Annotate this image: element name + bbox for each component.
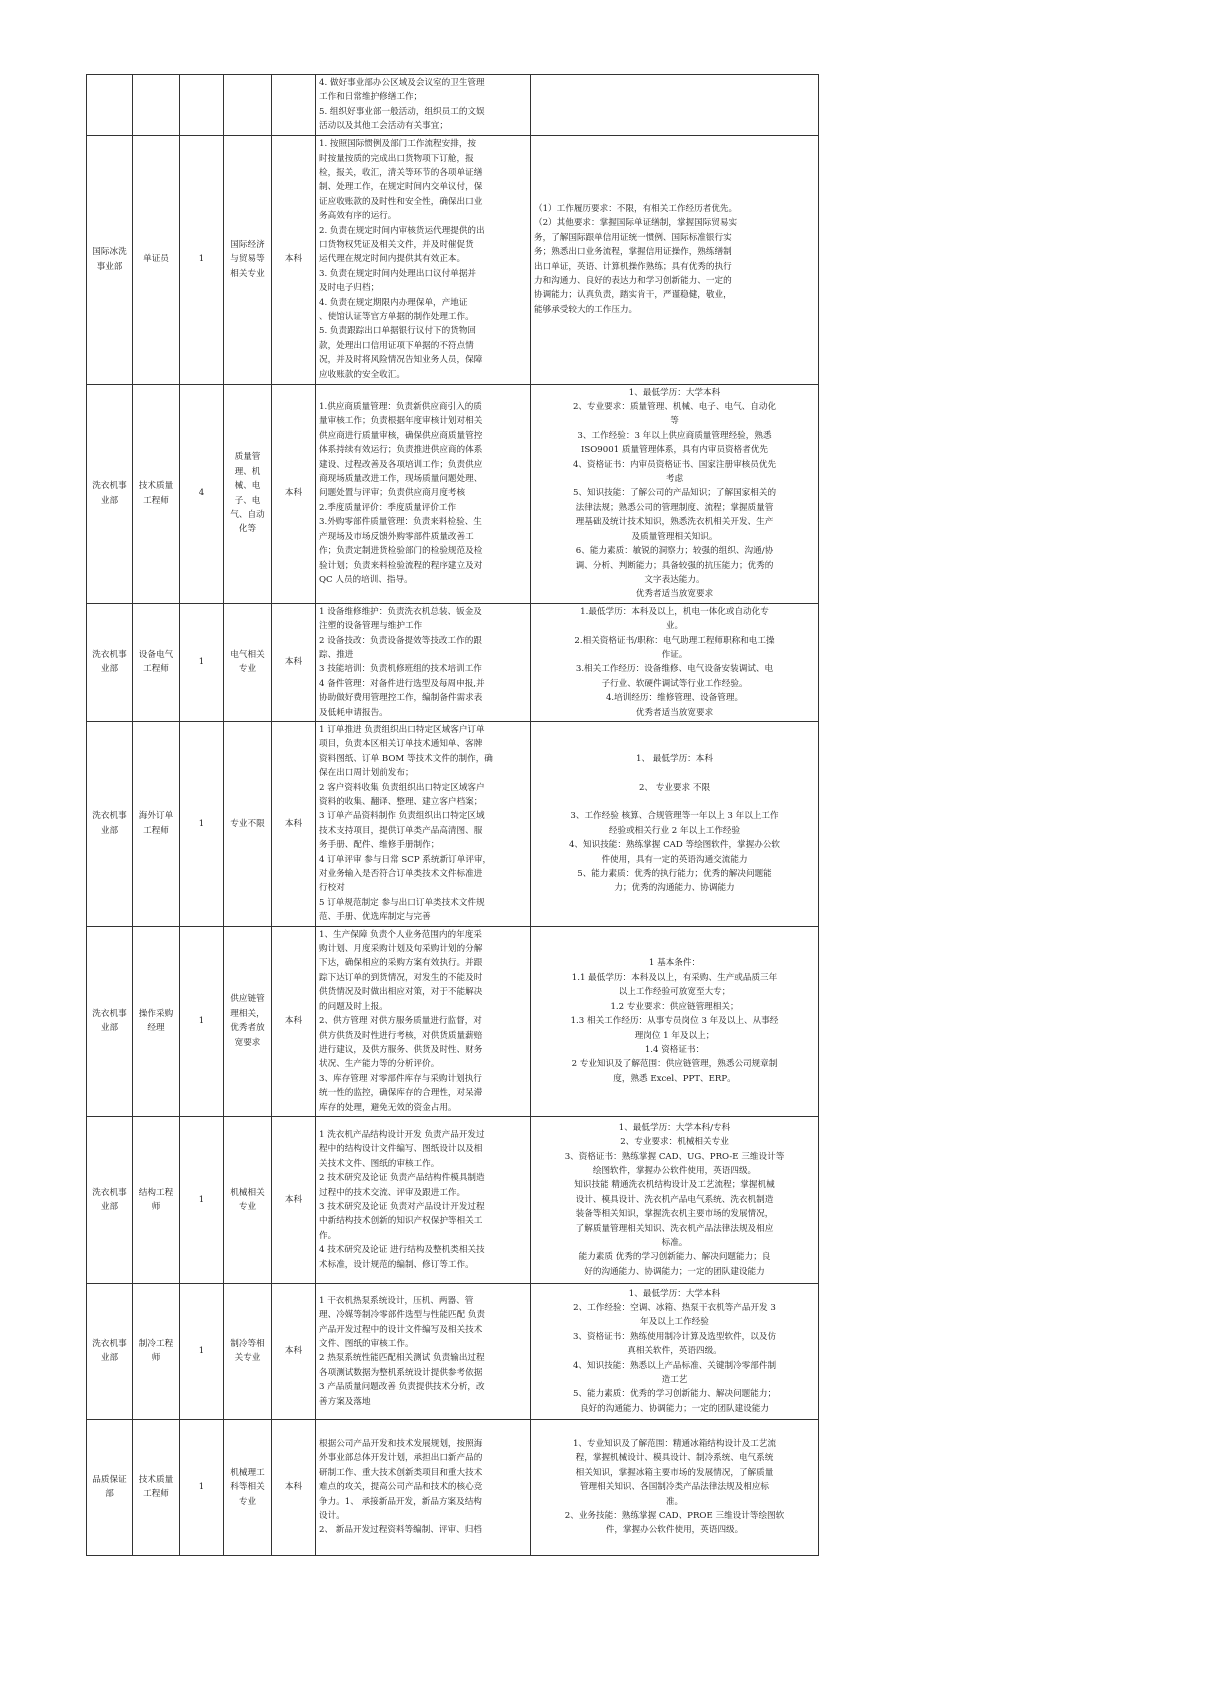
duty-line: 2 热泵系统性能匹配相关测试 负责输出过程	[319, 1353, 485, 1364]
duty-line: 2.季度质量评价：季度质量评价工作	[319, 502, 457, 513]
duty-line: 口货物权凭证及相关文件，并及时催促货	[319, 240, 474, 251]
duty-line: 工作和日常维护修缮工作；	[319, 92, 423, 103]
requirement-line: 好的沟通能力、协调能力；一定的团队建设能力	[584, 1266, 765, 1277]
duty-line: 供方供货及时性进行考核，对供货质量薪赔	[319, 1030, 483, 1041]
requirements-cell	[531, 135, 819, 384]
requirement-line: 4、知识技能：熟悉以上产品标准、关键制冷零部件制	[572, 1360, 777, 1371]
requirement-line: 1.3 相关工作经历：从事专员岗位 3 年及以上、从事经	[570, 1016, 779, 1027]
duty-line: 踪、推进	[319, 649, 354, 660]
requirement-line: 5、能力素质：优秀的学习创新能力、解决问题能力；	[572, 1389, 777, 1400]
duty-line: 1 设备维修维护：负责洗衣机总装、钣金及	[319, 606, 482, 617]
requirement-line: 2、业务技能：熟练掌握 CAD、PROE 三维设计等绘图软	[564, 1511, 785, 1522]
requirement-line: 业。	[665, 621, 684, 632]
duty-line: 5. 负责跟踪出口单据银行议付下的货物回	[319, 326, 477, 337]
education-cell: 本科	[272, 603, 316, 721]
duty-line: 作；负责定制进货检验部门的检验规范及检	[319, 546, 483, 557]
duty-line: 3. 负责在规定时间内处理出口议付单据并	[319, 268, 477, 279]
requirement-line: 优秀者适当放宽要求	[635, 589, 714, 600]
requirement-line: 2、专业要求：机械相关专业	[620, 1137, 729, 1148]
requirement-line: 1、专业知识及了解范围：精通冰箱结构设计及工艺流	[572, 1439, 777, 1450]
duty-line: 商现场质量改进工作，现场质量问题处理、	[319, 474, 483, 485]
table-row	[87, 721, 819, 926]
duty-line: 1、生产保障 负责个人业务范围内的年度采	[319, 929, 482, 940]
duties-cell	[316, 603, 531, 721]
requirements-cell	[531, 75, 819, 136]
requirement-line: 理基础及统计技术知识，熟悉洗衣机相关开发、生产	[575, 517, 774, 528]
duty-line: 4. 负责在规定期限内办理保单，产地证	[319, 297, 468, 308]
duty-line: 2 客户资料收集 负责组织出口特定区域客户	[319, 782, 485, 793]
table-row	[87, 1419, 819, 1555]
duty-line: 研制工作、重大技术创新类项目和重大技术	[319, 1467, 483, 1478]
requirement-line: 务；熟悉出口业务流程，掌握信用证操作，熟练缮制	[534, 247, 732, 258]
requirement-line: 等	[670, 416, 679, 427]
requirement-line: 1.4 资格证书：	[644, 1044, 705, 1055]
duty-line: 中新结构技术创新的知识产权保护等相关工	[319, 1216, 483, 1227]
duty-line: 难点的攻关，提高公司产品和技术的核心竞	[319, 1482, 483, 1493]
requirement-line: 能够承受较大的工作压力。	[534, 304, 638, 315]
education-cell: 本科	[272, 1283, 316, 1419]
requirement-line: 以上工作经验可放宽至大专；	[618, 987, 731, 998]
requirement-line: 调、分析、判断能力；具备较强的抗压能力；优秀的	[575, 560, 774, 571]
requirement-line: 3.相关工作经历：设备维修、电气设备安装调试、电	[575, 664, 774, 675]
requirement-line: 相关知识，掌握冰箱主要市场的发展情况，了解质量	[575, 1467, 774, 1478]
requirement-line	[534, 766, 815, 780]
requirement-line: 2 专业知识及了解范围：供应链管理，熟悉公司规章制	[571, 1059, 778, 1070]
requirement-line: （1）工作履历要求：不限，有相关工作经历者优先。	[534, 204, 738, 214]
duty-line: 下达，确保相应的采购方案有效执行。并跟	[319, 958, 483, 969]
duties-cell	[316, 926, 531, 1116]
requirement-line: 1、 最低学历：本科	[636, 753, 713, 764]
requirements-cell	[531, 1116, 819, 1283]
table-row	[87, 1283, 819, 1419]
duty-line: 行校对	[319, 883, 345, 894]
requirement-line: 能力素质 优秀的学习创新能力、解决问题能力；良	[578, 1252, 771, 1263]
headcount-cell: 1	[180, 1116, 224, 1283]
major-cell: 电气相关专业	[224, 603, 272, 721]
requirement-line: 4、资格证书：内审员资格证书、国家注册审核员优先	[572, 459, 777, 470]
department-cell	[87, 75, 133, 136]
headcount-cell: 1	[180, 1283, 224, 1419]
requirement-line: 2.相关资格证书/职称：电气助理工程师职称和电工操	[574, 635, 775, 646]
department-cell: 洗衣机事业部	[87, 1283, 133, 1419]
requirement-line: 6、能力素质：敏锐的洞察力；较强的组织、沟通/协	[575, 546, 774, 557]
duties-cell	[316, 1283, 531, 1419]
duty-line: 及低耗申请报告。	[319, 707, 388, 718]
duty-line: 文件、图纸的审核工作。	[319, 1339, 414, 1350]
requirement-line: 良好的沟通能力、协调能力；一定的团队建设能力	[579, 1403, 770, 1414]
duty-line: 状况、生产能力等的分析评价。	[319, 1059, 440, 1070]
requirement-line: 准。	[665, 1496, 684, 1507]
duty-line: 应收账款的安全收汇。	[319, 369, 405, 380]
requirement-line: 知识技能 精通洗衣机结构设计及工艺流程；掌握机械	[574, 1180, 775, 1191]
duty-line: 保在出口周计划前发布；	[319, 768, 414, 779]
headcount-cell: 1	[180, 1419, 224, 1555]
major-cell: 质量管理、机械、电子、电气、自动化等	[224, 384, 272, 603]
duty-line: 时按量按质的完成出口货物项下订舱，报	[319, 153, 474, 164]
requirement-line: 3、资格证书：熟练使用制冷计算及选型软件，以及仿	[572, 1331, 777, 1342]
duty-line: 进行建议，及供方服务、供货及时性、财务	[319, 1044, 483, 1055]
position-cell: 单证员	[133, 135, 180, 384]
position-cell: 制冷工程师	[133, 1283, 180, 1419]
requirement-line: 文字表达能力。	[644, 574, 705, 585]
duty-line: 项目，负责本区相关订单技术通知单、客牌	[319, 739, 483, 750]
duty-line: 技术支持项目，提供订单类产品高清图、服	[319, 825, 483, 836]
duty-line: 5. 组织好事业部一般活动，组织员工的文娱	[319, 106, 485, 117]
position-cell: 设备电气工程师	[133, 603, 180, 721]
requirements-cell	[531, 603, 819, 721]
duty-line: 供应商进行质量审核，确保供应商质量管控	[319, 430, 483, 441]
requirement-line: 程，掌握机械设计、模具设计、制冷系统、电气系统	[575, 1453, 774, 1464]
duty-line: 的问题及时上报。	[319, 1001, 388, 1012]
duty-line: 术标准，设计规范的编制、修订等工作。	[319, 1259, 474, 1270]
requirement-line: 3、资格证书：熟练掌握 CAD、UG、PRO-E 三维设计等	[564, 1151, 785, 1162]
requirement-line: 力和沟通力、良好的表达力和学习创新能力、一定的	[534, 276, 732, 287]
duty-line: 注塑的设备管理与维护工作	[319, 621, 423, 632]
duty-line: 1 订单推进 负责组织出口特定区域客户订单	[319, 724, 485, 735]
duty-line: 4 订单评审 参与日常 SCP 系统新订单评审，	[319, 854, 492, 865]
headcount-cell	[180, 75, 224, 136]
duty-line: 4. 做好事业部办公区域及会议室的卫生管理	[319, 78, 485, 88]
duty-line: 资料的收集、翻译、整理、建立客户档案；	[319, 797, 483, 807]
requirement-line: 1、最低学历：大学本科	[628, 1288, 721, 1299]
requirement-line: 造工艺	[661, 1375, 688, 1386]
duty-line: 购计划、月度采购计划及旬采购计划的分解	[319, 944, 483, 955]
duty-line: 5 订单规范制定 参与出口订单类技术文件规	[319, 897, 485, 908]
duty-line: 善方案及落地	[319, 1396, 371, 1407]
duty-line: 根据公司产品开发和技术发展规划，按照海	[319, 1439, 483, 1450]
education-cell: 本科	[272, 1116, 316, 1283]
duty-line: 验计划；负责来料检验流程的程序建立及对	[319, 560, 483, 571]
table-row	[87, 75, 819, 136]
duty-line: 2. 负责在规定时间内审核货运代理提供的出	[319, 225, 485, 236]
position-cell: 操作采购经理	[133, 926, 180, 1116]
requirement-line: 1.2 专业要求：供应链管理相关；	[610, 1001, 739, 1012]
requirement-line: 5、知识技能：了解公司的产品知识；了解国家相关的	[572, 488, 777, 499]
duty-line: 协助做好费用管理控工作，编制备件需求表	[319, 693, 483, 704]
duty-line: 4 技术研究及论证 进行结构及整机类相关技	[319, 1245, 485, 1256]
duty-line: 及时电子归档；	[319, 283, 380, 294]
requirement-line: 考虑	[665, 474, 684, 485]
requirement-line: 1、最低学历：大学本科/专科	[618, 1122, 731, 1133]
requirement-line: 2、 专业要求 不限	[638, 782, 711, 793]
position-cell: 技术质量工程师	[133, 1419, 180, 1555]
duties-cell	[316, 1116, 531, 1283]
duty-line: 2、 新品开发过程资料等编制、评审、归档	[319, 1525, 482, 1536]
education-cell: 本科	[272, 926, 316, 1116]
duty-line: 资料图纸、订单 BOM 等技术文件的制作，确	[319, 753, 493, 764]
duty-line: 量审核工作；负责根据年度审核计划对相关	[319, 416, 483, 427]
requirement-line: 优秀者适当放宽要求	[635, 707, 714, 718]
duty-line: 踪下达订单的到货情况，对发生的不能及时	[319, 972, 483, 983]
requirement-line: （2）其他要求：掌握国际单证缮制，掌握国际贸易实	[534, 218, 738, 229]
department-cell: 洗衣机事业部	[87, 721, 133, 926]
duty-line: 争力。1、 承接新品开发，新品方案及结构	[319, 1496, 482, 1507]
requirements-cell	[531, 1419, 819, 1555]
education-cell	[272, 75, 316, 136]
duty-line: 1 洗衣机产品结构设计开发 负责产品开发过	[319, 1129, 485, 1140]
table-row	[87, 1116, 819, 1283]
education-cell: 本科	[272, 384, 316, 603]
duty-line: 1. 按照国际惯例及部门工作流程安排，按	[319, 139, 477, 150]
requirement-line: 及质量管理相关知识。	[631, 531, 718, 542]
duty-line: 1 干衣机热泵系统设计，压机、两器、管	[319, 1295, 474, 1306]
duty-line: 制、处理工作，在规定时间内交单议付，保	[319, 182, 483, 193]
duty-line: 3 技能培训：负责机修班组的技术培训工作	[319, 664, 482, 675]
duty-line: 款，处理出口信用证项下单据的不符点情	[319, 340, 474, 351]
requirement-line: 管理相关知识、各国制冷类产品法律法规及相应标	[579, 1482, 770, 1493]
duty-line: 产品开发过程中的设计文件编写及相关技术	[319, 1324, 483, 1335]
requirement-line: 子行业、软硬件调试等行业工作经验。	[601, 678, 748, 689]
requirement-line: 2、工作经验：空调、冰箱、热泵干衣机等产品开发 3	[573, 1303, 776, 1314]
major-cell: 机械相关专业	[224, 1116, 272, 1283]
requirement-line: 1.1 最低学历：本科及以上，有采购、生产或品质三年	[571, 972, 778, 983]
requirement-line: 件，掌握办公软件使用，英语四级。	[605, 1525, 744, 1536]
duty-line: 库存的处理，避免无效的资金占用。	[319, 1102, 457, 1113]
duty-line: 3 订单产品资料制作 负责组织出口特定区域	[319, 811, 485, 822]
duty-line: 、使馆认证等官方单据的制作处理工作。	[319, 312, 474, 323]
requirement-line: ISO9001 质量管理体系，具有内审员资格者优先	[580, 445, 769, 456]
duty-line: 4 备件管理：对备件进行选型及每周申报,并	[319, 678, 485, 689]
position-cell: 结构工程师	[133, 1116, 180, 1283]
duty-line: 各项测试数据为整机系统设计提供参考依据	[319, 1367, 483, 1378]
duty-line: 设计。	[319, 1511, 345, 1522]
headcount-cell: 1	[180, 135, 224, 384]
duty-line: 3 技术研究及论证 负责对产品设计开发过程	[319, 1201, 485, 1212]
requirement-line: 标准。	[661, 1237, 688, 1248]
major-cell: 专业不限	[224, 721, 272, 926]
requirement-line: 装备等相关知识，掌握洗衣机主要市场的发展情况，	[575, 1209, 774, 1220]
requirement-line: 5、能力素质：优秀的执行能力；优秀的解决问题能	[577, 869, 772, 880]
requirements-cell	[531, 1283, 819, 1419]
duty-line: 对业务输入是否符合订单类技术文件标准进	[319, 869, 483, 880]
department-cell: 洗衣机事业部	[87, 1116, 133, 1283]
major-cell: 制冷等相关专业	[224, 1283, 272, 1419]
recruitment-table	[86, 74, 819, 1556]
duty-line: 3、库存管理 对零部件库存与采购计划执行	[319, 1073, 482, 1084]
requirement-line: 协调能力；认真负责，踏实肯干，严谨稳健，敬业，	[534, 290, 732, 301]
requirement-line: 经验或相关行业 2 年以上工作经验	[608, 825, 741, 836]
major-cell: 国际经济与贸易等相关专业	[224, 135, 272, 384]
duty-line: 2 设备技改：负责设备提效等技改工作的跟	[319, 635, 482, 646]
requirement-line: 3、工作经验：3 年以上供应商质量管理经验，熟悉	[577, 430, 772, 441]
requirement-line: 3、工作经验 核算、合规管理等一年以上 3 年以上工作	[570, 811, 779, 822]
requirement-line: 4.培训经历：维修管理、设备管理。	[605, 693, 744, 704]
duty-line: 作。	[319, 1230, 337, 1241]
duty-line: 务手册、配件、维修手册制作；	[319, 840, 440, 851]
duty-line: 体系持续有效运行；负责推进供应商的体系	[319, 445, 483, 456]
duty-line: 程中的结构设计文件编写、图纸设计以及相	[319, 1144, 483, 1155]
department-cell: 国际冰洗事业部	[87, 135, 133, 384]
requirement-line: 力；优秀的沟通能力、协调能力	[614, 883, 735, 894]
position-cell: 海外订单工程师	[133, 721, 180, 926]
education-cell: 本科	[272, 135, 316, 384]
requirement-line: 法律法规；熟悉公司的管理制度、流程；掌握质量管	[575, 502, 774, 513]
duty-line: 关技术文件、图纸的审核工作。	[319, 1158, 440, 1169]
duty-line: 3.外购零部件质量管理：负责来料检验、生	[319, 517, 482, 528]
table-row	[87, 384, 819, 603]
requirement-line: 1、最低学历：大学本科	[628, 387, 721, 398]
major-cell: 供应链管理相关，优秀者放宽要求	[224, 926, 272, 1116]
duty-line: 1.供应商质量管理：负责新供应商引入的质	[319, 402, 482, 413]
major-cell	[224, 75, 272, 136]
duty-line: 证应收账款的及时性和安全性，确保出口业	[319, 196, 483, 207]
duties-cell	[316, 1419, 531, 1555]
requirements-cell	[531, 384, 819, 603]
requirement-line: 绘图软件，掌握办公软件使用，英语四级。	[592, 1165, 757, 1176]
department-cell: 品质保证部	[87, 1419, 133, 1555]
duties-cell	[316, 75, 531, 136]
duties-cell	[316, 384, 531, 603]
duties-cell	[316, 135, 531, 384]
requirements-cell	[531, 926, 819, 1116]
duty-line: 检，报关，收汇，清关等环节的各项单证缮	[319, 167, 483, 178]
requirement-line: 度，熟悉 Excel、PPT、ERP。	[613, 1073, 736, 1084]
duty-line: 3 产品质量问题改善 负责提供技术分析，改	[319, 1382, 485, 1393]
headcount-cell: 1	[180, 926, 224, 1116]
duty-line: 活动以及其他工会活动有关事宜；	[319, 121, 448, 132]
requirement-line: 件使用，具有一定的英语沟通交流能力	[601, 854, 748, 865]
requirement-line: 作证。	[661, 649, 688, 660]
requirements-cell	[531, 721, 819, 926]
major-cell: 机械理工科等相关专业	[224, 1419, 272, 1555]
requirement-line: 理岗位 1 年及以上；	[634, 1030, 715, 1041]
requirement-line: 年及以上工作经验	[640, 1317, 709, 1328]
duty-line: 统一性的监控，确保库存的合理性，对呆滞	[319, 1088, 483, 1099]
duty-line: 供货情况及时做出相应对策，对于不能解决	[319, 987, 483, 998]
duty-line: 2、供方管理 对供方服务质量进行监督，对	[319, 1016, 482, 1027]
position-cell: 技术质量工程师	[133, 384, 180, 603]
department-cell: 洗衣机事业部	[87, 603, 133, 721]
duty-line: 产现场及市场反馈外购零部件质量改善工	[319, 531, 474, 542]
duty-line: 2 技术研究及论证 负责产品结构件模具制造	[319, 1173, 485, 1184]
education-cell: 本科	[272, 1419, 316, 1555]
requirement-line: 真相关软件，英语四级。	[627, 1346, 722, 1357]
requirement-line: 了解质量管理相关知识、洗衣机产品法律法规及相应	[575, 1223, 774, 1234]
duty-line: QC 人员的培训、指导。	[319, 574, 413, 585]
requirement-line: 设计、模具设计、洗衣机产品电气系统、洗衣机制造	[575, 1194, 774, 1205]
table-row	[87, 926, 819, 1116]
department-cell: 洗衣机事业部	[87, 384, 133, 603]
duty-line: 过程中的技术交流、评审及跟进工作。	[319, 1187, 466, 1198]
education-cell: 本科	[272, 721, 316, 926]
requirement-line	[534, 795, 815, 809]
table-row	[87, 135, 819, 384]
requirement-line: 1 基本条件：	[648, 958, 701, 969]
duty-line: 外事业部总体开发计划，承担出口新产品的	[319, 1453, 483, 1464]
duty-line: 理、冷媒等制冷零部件选型与性能匹配 负责	[319, 1310, 486, 1321]
requirement-line: 1.最低学历：本科及以上，机电一体化或自动化专	[580, 606, 769, 617]
headcount-cell: 4	[180, 384, 224, 603]
requirement-line: 4、知识技能：熟练掌握 CAD 等绘图软件，掌握办公软	[568, 840, 781, 851]
duty-line: 建设、过程改善及各项培训工作；负责供应	[319, 459, 483, 470]
duties-cell	[316, 721, 531, 926]
headcount-cell: 1	[180, 721, 224, 926]
duty-line: 况，并及时将风险情况告知业务人员，保障	[319, 355, 483, 366]
requirement-line: 务，了解国际跟单信用证统一惯例、国际标准银行实	[534, 232, 732, 243]
table-row	[87, 603, 819, 721]
duty-line: 运代理在规定时间内提供其有效正本。	[319, 254, 466, 265]
duty-line: 务高效有序的运行。	[319, 211, 397, 222]
department-cell: 洗衣机事业部	[87, 926, 133, 1116]
requirement-line: 出口单证，英语、计算机操作熟练；具有优秀的执行	[534, 261, 732, 272]
duty-line: 范、手册、优选库制定与完善	[319, 912, 431, 923]
headcount-cell: 1	[180, 603, 224, 721]
position-cell	[133, 75, 180, 136]
duty-line: 问题处置与评审；负责供应商月度考核	[319, 488, 466, 499]
requirement-line: 2、专业要求：质量管理、机械、电子、电气、自动化	[572, 402, 777, 413]
